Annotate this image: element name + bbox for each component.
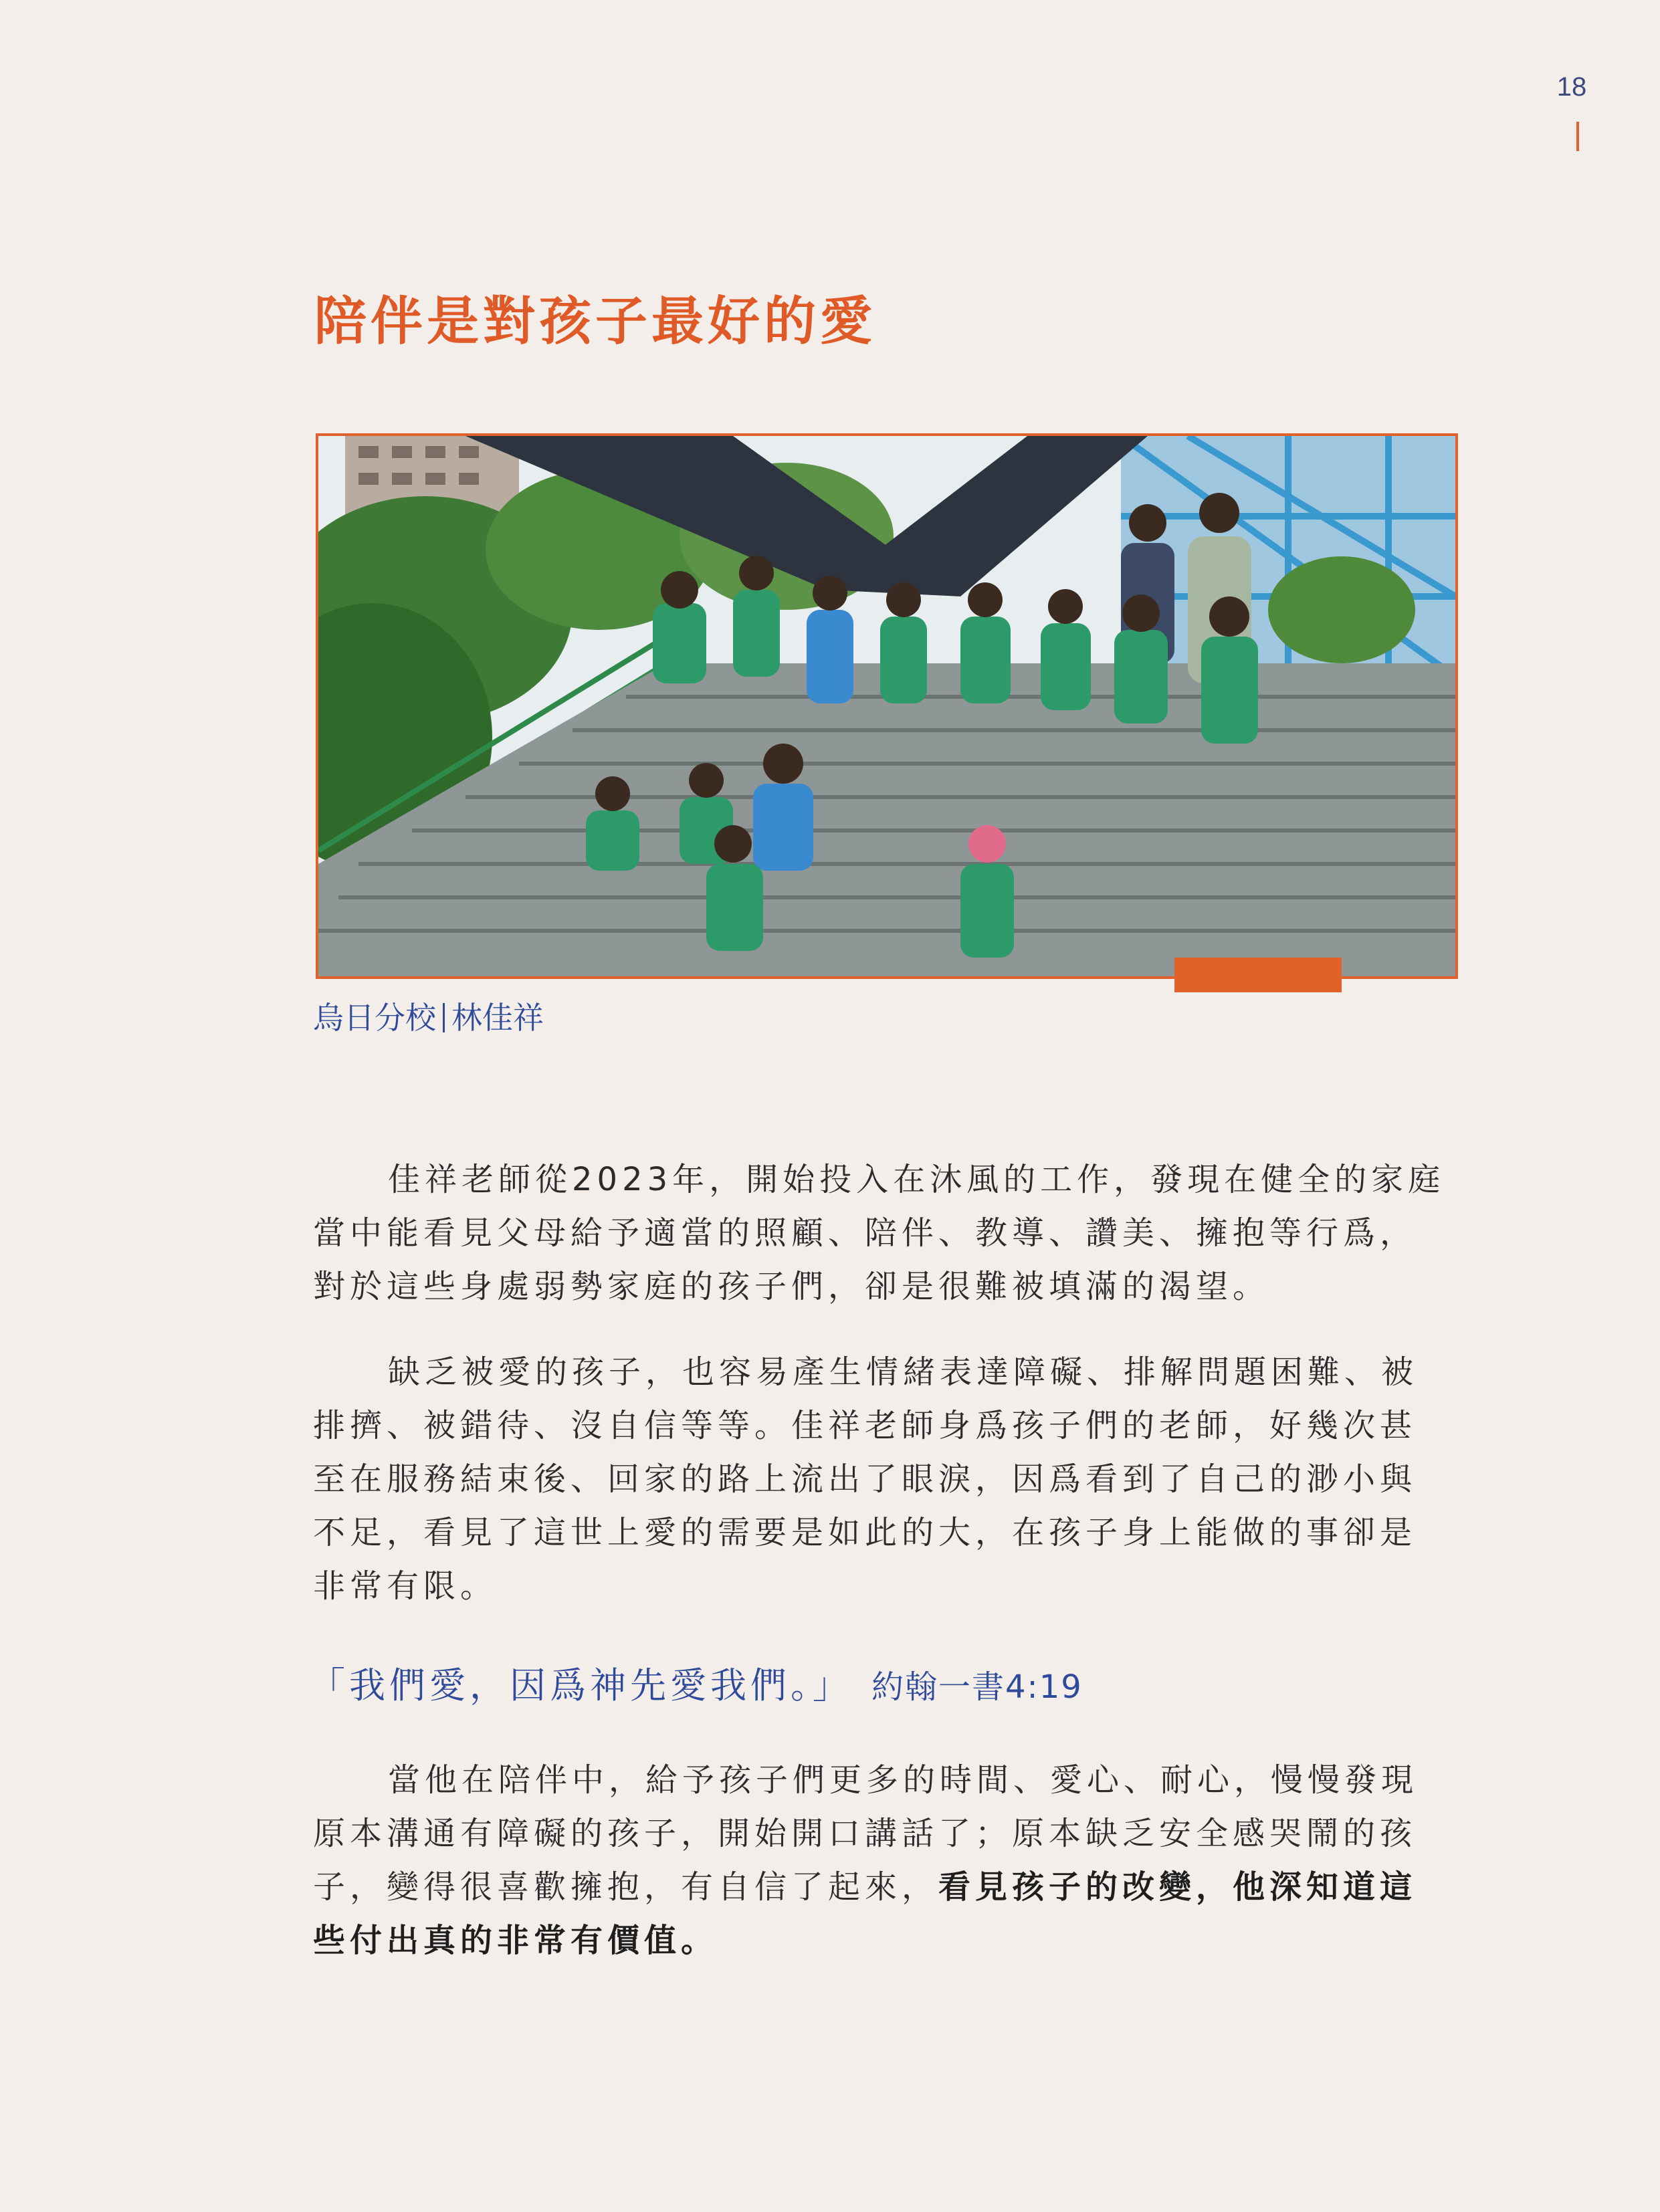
photo-children-on-stairs-icon: [318, 436, 1455, 976]
paragraph-text: 子，變得很喜歡擁抱，有自信了起來，: [313, 1868, 939, 1906]
paragraph-line: [313, 1860, 1459, 1914]
verse-text: 「我們愛，因爲神先愛我們。」: [309, 1664, 853, 1706]
page-number: 18: [1556, 72, 1587, 102]
paragraph-3: [313, 1753, 1459, 1967]
paragraph-line: 當中能看見父母給予適當的照顧、陪伴、教導、讚美、擁抱等行爲，: [313, 1214, 1417, 1252]
bible-verse: [309, 1657, 1083, 1708]
caption-name: 林佳祥: [451, 1000, 544, 1036]
article-photo: [316, 433, 1458, 979]
paragraph-2: [313, 1345, 1459, 1613]
paragraph-line: 不足，看見了這世上愛的需要是如此的大，在孩子身上能做的事卻是: [313, 1514, 1417, 1551]
verse-reference: 約翰一書4:19: [871, 1668, 1083, 1706]
paragraph-line: 對於這些身處弱勢家庭的孩子們，卻是很難被填滿的渴望。: [313, 1268, 1270, 1305]
page-number-divider: [1576, 122, 1579, 151]
paragraph-line: 非常有限。: [313, 1567, 498, 1605]
emphasis-text: 看見孩子的改變，他深知道這: [938, 1868, 1417, 1906]
emphasis-text: 些付出真的非常有價值。: [313, 1922, 718, 1959]
caption-school: 烏日分校: [313, 1000, 436, 1036]
article-title: 陪伴是對孩子最好的愛: [314, 292, 877, 352]
paragraph-1: [313, 1153, 1459, 1313]
paragraph-line: 至在服務結束後、回家的路上流出了眼淚，因爲看到了自己的渺小與: [313, 1460, 1417, 1498]
paragraph-line: 排擠、被錯待、沒自信等等。佳祥老師身爲孩子們的老師，好幾次甚: [313, 1407, 1417, 1444]
paragraph-line: 佳祥老師從2023年，開始投入在沐風的工作，發現在健全的家庭: [388, 1161, 1445, 1198]
paragraph-line: 缺乏被愛的孩子，也容易產生情緒表達障礙、排解問題困難、被: [388, 1353, 1419, 1391]
photo-caption: [313, 994, 544, 1038]
caption-separator: [443, 1003, 445, 1032]
photo-accent-tab: [1174, 958, 1342, 992]
paragraph-line: 當他在陪伴中，給予孩子們更多的時間、愛心、耐心，慢慢發現: [388, 1761, 1419, 1799]
paragraph-line: [313, 1914, 1459, 1967]
paragraph-line: 原本溝通有障礙的孩子，開始開口講話了；原本缺乏安全感哭鬧的孩: [313, 1815, 1417, 1852]
